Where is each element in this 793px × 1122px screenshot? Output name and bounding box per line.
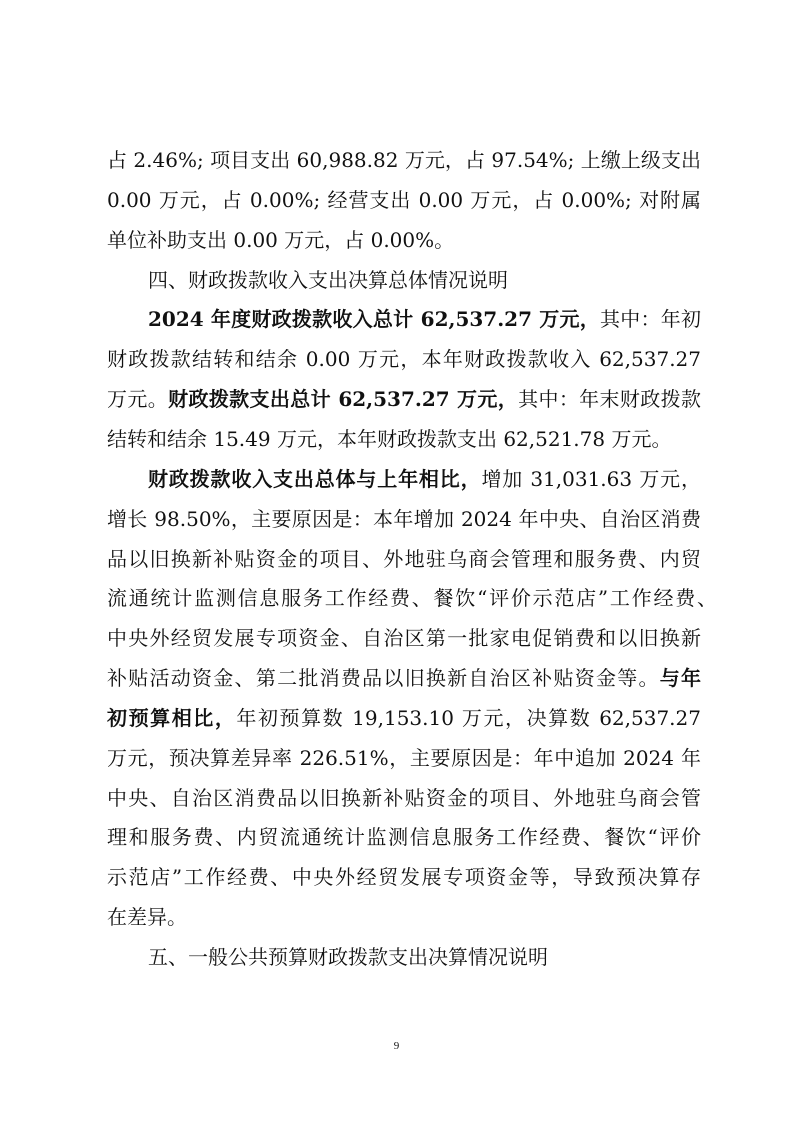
- text: 五、一般公共预算财政拨款支出决算情况说明: [148, 945, 548, 969]
- text-line: [107, 387, 701, 411]
- text: 占 2.46%; 项目支出 60,988.82 万元，占 97.54%; 上缴上级支出: [107, 148, 701, 172]
- text-line: [107, 507, 701, 531]
- text: 年初预算数 19,153.10 万元，决算数 62,537.27: [236, 705, 701, 730]
- text-line: [107, 228, 701, 252]
- text-line: [107, 427, 701, 451]
- text: 其中：年末财政拨款: [518, 387, 702, 412]
- text-line: [107, 148, 701, 172]
- page-number: 9: [393, 1040, 400, 1052]
- text-line: [107, 905, 701, 929]
- text: 中央、自治区消费品以旧换新补贴资金的项目、外地驻乌商会管: [107, 785, 701, 810]
- text: 0.00 万元，占 0.00%; 经营支出 0.00 万元，占 0.00%; 对附属: [107, 187, 701, 212]
- text-line: [148, 307, 701, 331]
- bold-text: 财政拨款收入支出总体与上年相比，: [148, 466, 482, 491]
- text-line: [107, 188, 701, 212]
- text: 理和服务费、内贸流通统计监测信息服务工作经费、餐饮“评价: [107, 825, 701, 850]
- text-line: [107, 347, 701, 371]
- text: 流通统计监测信息服务工作经费、餐饮“评价示范店”工作经费、: [107, 586, 717, 611]
- text-line: [107, 706, 701, 730]
- text: 在差异。: [107, 905, 187, 930]
- text: 四、财政拨款收入支出决算总体情况说明: [148, 267, 508, 292]
- text: 万元。: [107, 387, 169, 412]
- bold-text: 与年: [659, 666, 702, 691]
- bold-text: 2024 年度财政拨款收入总计 62,537.27 万元，: [148, 307, 600, 332]
- text-line: [107, 786, 701, 810]
- text: 示范店”工作经费、中央外经贸发展专项资金等，导致预决算存: [107, 865, 701, 890]
- section-heading: [148, 268, 701, 292]
- text: 结转和结余 15.49 万元，本年财政拨款支出 62,521.78 万元。: [107, 426, 672, 451]
- text: 财政拨款结转和结余 0.00 万元，本年财政拨款收入 62,537.27: [107, 347, 701, 372]
- text: 品以旧换新补贴资金的项目、外地驻乌商会管理和服务费、内贸: [107, 546, 701, 571]
- text-line: [107, 586, 717, 610]
- text-line: [107, 865, 701, 889]
- bold-text: 财政拨款支出总计 62,537.27 万元，: [168, 387, 519, 412]
- text-line: [148, 467, 701, 491]
- text-line: [107, 666, 701, 690]
- text: 单位补助支出 0.00 万元，占 0.00%。: [107, 227, 455, 252]
- text: 补贴活动资金、第二批消费品以旧换新自治区补贴资金等。: [107, 666, 660, 691]
- text-line: [107, 825, 701, 849]
- text: 中央外经贸发展专项资金、自治区第一批家电促销费和以旧换新: [107, 626, 701, 651]
- text-line: [107, 746, 701, 770]
- text-line: [107, 547, 701, 571]
- section-heading: [148, 945, 701, 969]
- text: 万元，预决算差异率 226.51%，主要原因是：年中追加 2024 年: [107, 745, 701, 770]
- text: 其中：年初: [599, 307, 702, 332]
- text-line: [107, 626, 701, 650]
- text: 增加 31,031.63 万元，: [481, 466, 701, 491]
- bold-text: 初预算相比，: [107, 705, 237, 730]
- text: 增长 98.50%，主要原因是：本年增加 2024 年中央、自治区消费: [107, 506, 701, 531]
